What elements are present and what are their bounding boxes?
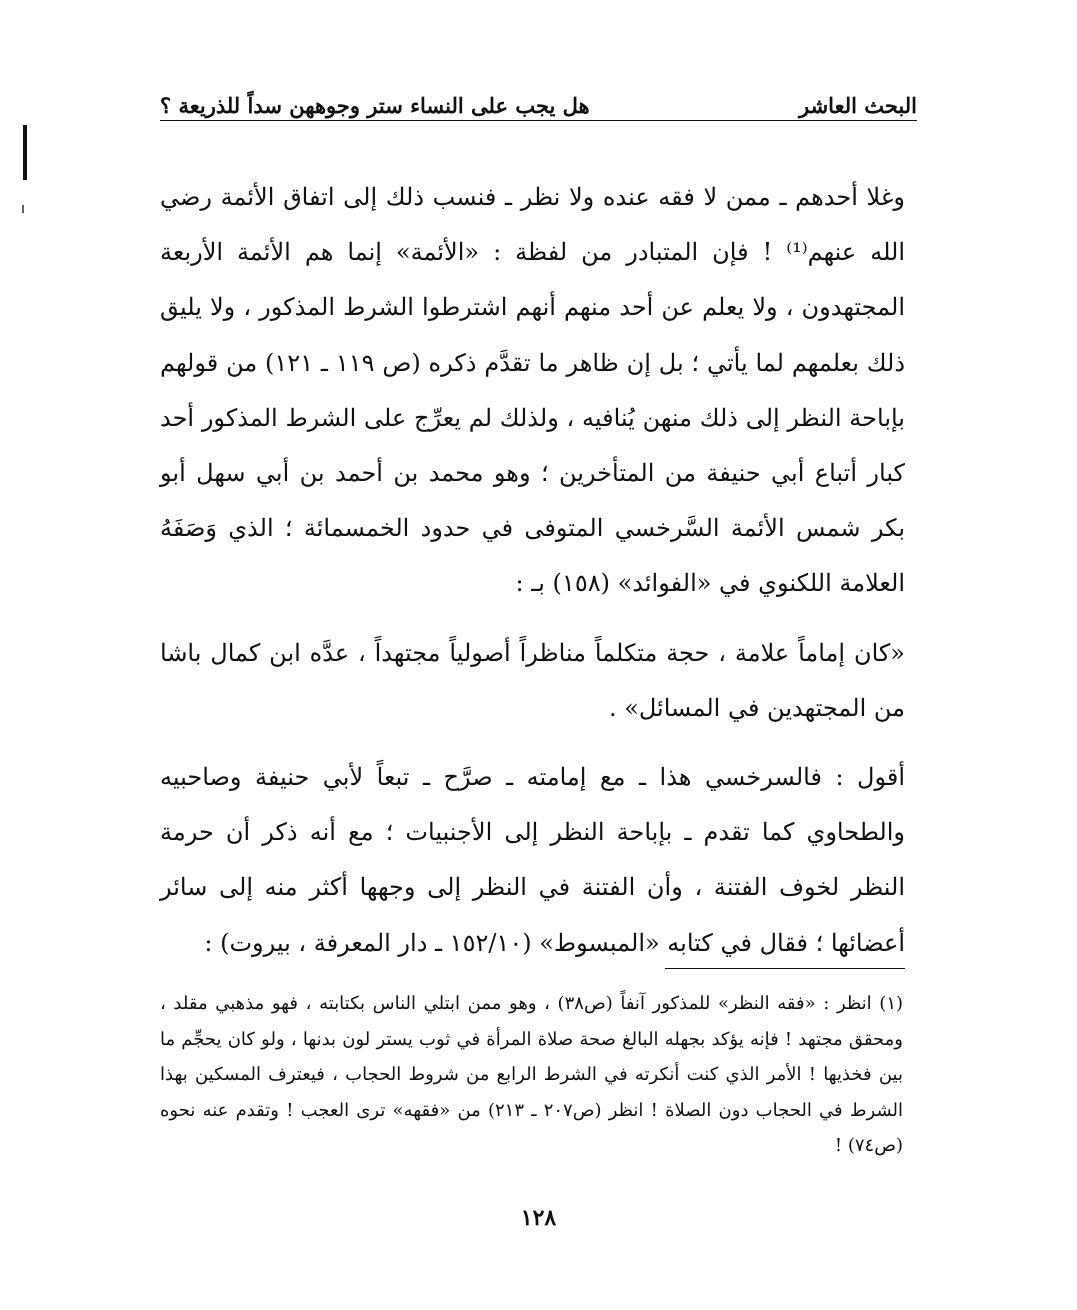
page-number: ١٢٨ — [520, 1205, 557, 1231]
header-rule — [160, 120, 917, 121]
footnotes — [160, 986, 903, 1164]
footnote-rule — [665, 968, 905, 969]
quotation: «كان إماماً علامة ، حجة متكلماً مناظراً أصولياً مجتهداً ، عدَّه ابن كمال باشا من المجتهدين في المسائل» . — [160, 638, 905, 722]
paragraph-2: أقول : فالسرخسي هذا ـ مع إمامته ـ صرَّح ـ تبعاً لأبي حنيفة وصاحبيه والطحاوي كما تقدم ـ بإباحة النظر إلى الأجنبيات ؛ مع أنه ذكر أن حرمة النظر لخوف الفتنة ، وأن الفتنة في النظر إلى وجهها أكثر منه إلى سائر أعضائها ؛ فقال في كتابه «المبسوط» (١٥٢/١٠ ـ دار المعرفة ، بيروت) : — [160, 763, 905, 957]
footnote-1: (١) انظر : «فقه النظر» للمذكور آنفاً (ص٣٨) ، وهو ممن ابتلي الناس بكتابته ، فهو مذهبي مقلد ، ومحقق مجتهد ! فإنه يؤكد بجهله البالغ صحة صلاة المرأة في ثوب يستر لون بدنها ، ولو كان يحجِّم ما بين فخذيها ! الأمر الذي كنت أنكرته في الشرط الرابع من شروط الحجاب ، فيعترف المسكين بهذا الشرط في الحجاب دون الصلاة ! انظر (ص٢٠٧ ـ ٢١٣) من «فقهه» ترى العجب ! وتقدم عنه نحوه (ص٧٤) ! — [160, 993, 904, 1156]
margin-mark-small — [22, 205, 24, 213]
running-header — [160, 78, 917, 118]
margin-mark — [23, 125, 27, 180]
header-title: هل يجب على النساء ستر وجوههن سداً للذريعة ؟ — [160, 93, 590, 118]
main-text — [160, 170, 905, 971]
paragraph-1: وغلا أحدهم ـ ممن لا فقه عنده ولا نظر ـ فنسب ذلك إلى اتفاق الأئمة رضي الله عنهم⁽¹⁾ ! فإن المتبادر من لفظة : «الأئمة» إنما هم الأئمة الأربعة المجتهدون ، ولا يعلم عن أحد منهم أنهم اشترطوا الشرط المذكور ، ولا يليق ذلك بعلمهم لما يأتي ؛ بل إن ظاهر ما تقدَّم ذكره (ص ١١٩ ـ ١٢١) من قولهم بإباحة النظر إلى ذلك منهن يُنافيه ، ولذلك لم يعرِّج على الشرط المذكور أحد كبار أتباع أبي حنيفة من المتأخرين ؛ وهو محمد بن أحمد بن أبي سهل أبو بكر شمس الأئمة السَّرخسي المتوفى في حدود الخمسمائة ؛ الذي وَصَفَهُ العلامة اللكنوي في «الفوائد» (١٥٨) بـ : — [160, 183, 906, 598]
header-chapter: البحث العاشر — [798, 93, 917, 118]
